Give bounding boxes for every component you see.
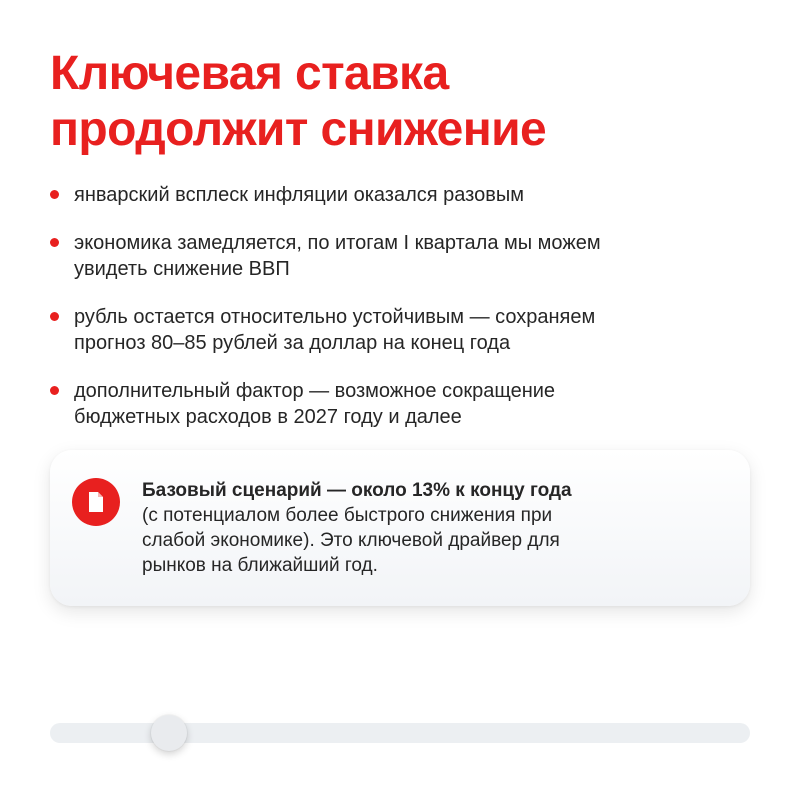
bullet-dot-icon xyxy=(50,190,59,199)
title-line-2: продолжит снижение xyxy=(50,103,547,156)
bullet-item xyxy=(50,230,750,282)
base-scenario-card xyxy=(50,450,750,606)
bullet-text: январский всплеск инфляции оказался разовым xyxy=(74,184,524,206)
bullet-text: экономика замедляется, по итогам I квартала мы можем xyxy=(74,232,601,254)
page-title xyxy=(50,46,750,158)
slider-thumb[interactable] xyxy=(151,715,187,751)
carousel-progress-slider[interactable] xyxy=(50,723,750,743)
bullet-text: увидеть снижение ВВП xyxy=(74,258,290,280)
bullet-item xyxy=(50,304,750,356)
bullet-text: прогноз 80–85 рублей за доллар на конец года xyxy=(74,332,511,354)
bullet-dot-icon xyxy=(50,386,59,395)
base-scenario-text xyxy=(142,478,722,578)
base-scenario-line: слабой экономике). Это ключевой драйвер для xyxy=(142,530,560,551)
bullet-item xyxy=(50,182,750,208)
bullet-text: рубль остается относительно устойчивым — сохраняем xyxy=(74,306,596,328)
bullet-text: бюджетных расходов в 2027 году и далее xyxy=(74,406,462,428)
title-line-1: Ключевая ставка xyxy=(50,47,449,100)
bullet-list xyxy=(50,182,750,452)
bullet-dot-icon xyxy=(50,238,59,247)
base-scenario-line: (с потенциалом более быстрого снижения при xyxy=(142,505,553,526)
bullet-dot-icon xyxy=(50,312,59,321)
document-icon xyxy=(72,478,120,526)
bullet-text: дополнительный фактор — возможное сокращение xyxy=(74,380,556,402)
base-scenario-headline: Базовый сценарий — около 13% к концу года xyxy=(142,480,572,501)
base-scenario-line: рынков на ближайший год. xyxy=(142,555,378,576)
bullet-item xyxy=(50,378,750,430)
